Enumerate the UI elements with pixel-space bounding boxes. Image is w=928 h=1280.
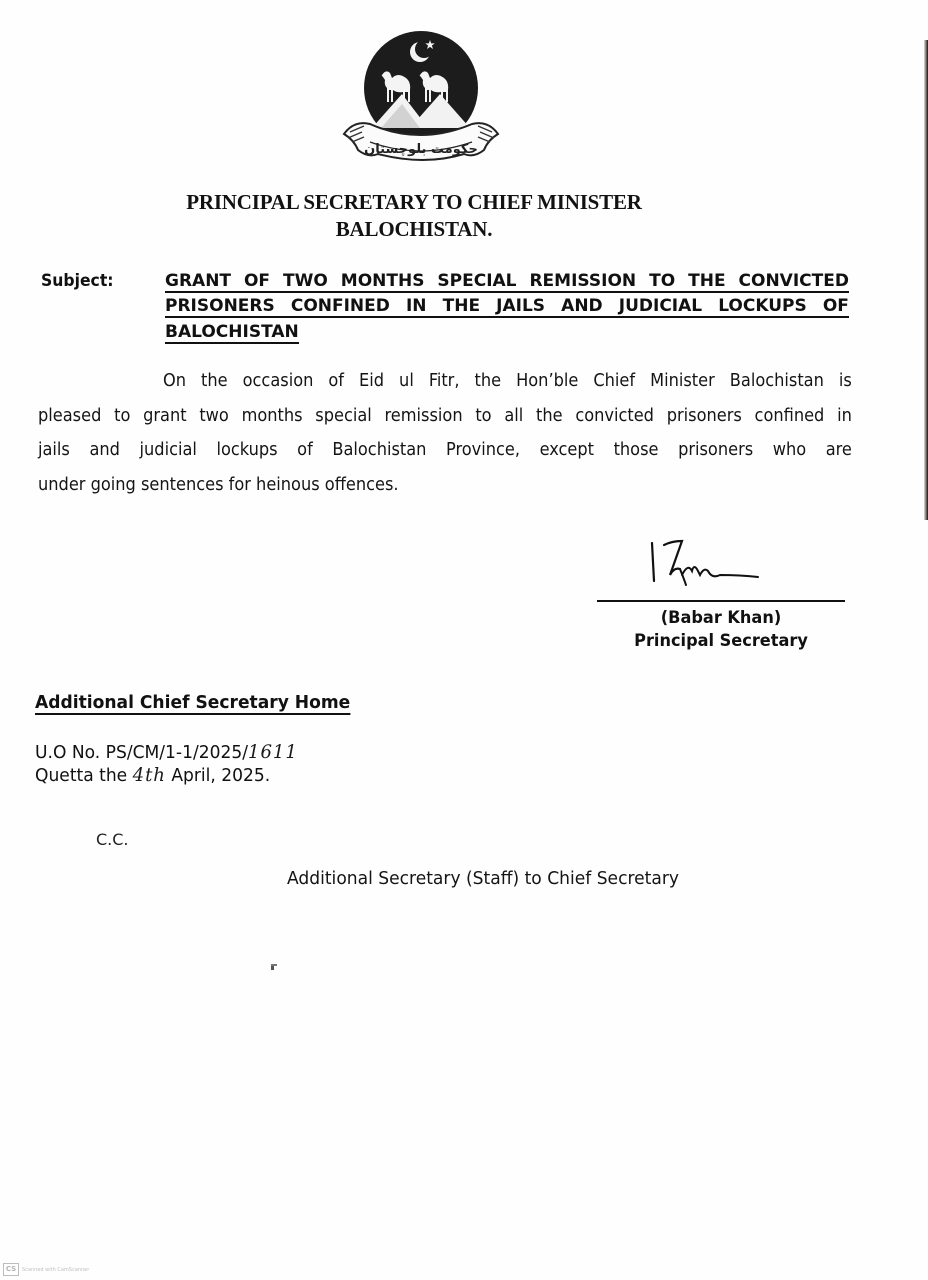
body-word: the [474, 370, 502, 391]
body-word: prisoners [666, 404, 742, 426]
body-word: occasion [242, 370, 314, 391]
body-word: in [837, 404, 852, 426]
subject-text [165, 271, 849, 344]
body-word: the [536, 404, 563, 426]
subject-word: OF [243, 271, 271, 291]
uo-number [35, 741, 298, 763]
subject-word: MONTHS [340, 271, 425, 291]
body-word: of [297, 439, 313, 460]
office-heading: PRINCIPAL SECRETARY TO CHIEF MINISTER [186, 190, 642, 214]
office-heading-province: BALOCHISTAN. [335, 217, 493, 241]
emblem-caption: حکومت بلوچستان [364, 142, 478, 157]
signer-name: (Babar Khan) [660, 608, 782, 628]
body-word: two [199, 404, 229, 426]
body-word: Balochistan [729, 370, 824, 391]
body-word: is [838, 370, 852, 391]
body-word: judicial [139, 439, 197, 460]
signer-title: Principal Secretary [634, 631, 808, 651]
subject-line-3: BALOCHISTAN [165, 322, 299, 342]
body-word: convicted [575, 404, 654, 426]
body-word: months [241, 404, 303, 426]
subject-word: CONVICTED [738, 271, 849, 291]
subject-word: JAILS [496, 296, 546, 316]
subject-word: REMISSION [529, 271, 637, 291]
subject-word: AND [561, 296, 603, 316]
subject-line-1 [165, 271, 849, 293]
subject-word: LOCKUPS [718, 296, 807, 316]
date-prefix: Quetta the [35, 765, 128, 786]
camscanner-logo-icon: CS [3, 1263, 19, 1276]
body-word: confined [754, 404, 825, 426]
body-line-2 [38, 399, 852, 434]
body-word: grant [143, 404, 187, 426]
body-word: special [315, 404, 372, 426]
body-word: all [504, 404, 524, 426]
body-word: jails [38, 439, 70, 460]
body-word: On [163, 370, 187, 391]
page-edge-shadow [924, 40, 928, 520]
scanner-watermark [3, 1263, 89, 1276]
body-word: to [114, 404, 131, 426]
subject-word: SPECIAL [437, 271, 517, 291]
body-word: ul [399, 370, 414, 391]
body-word: Eid [359, 370, 385, 391]
date-suffix: April, 2025. [171, 765, 271, 786]
body-line-1 [38, 364, 852, 399]
body-word: Hon’ble [516, 370, 579, 391]
body-word: pleased [38, 404, 102, 426]
uo-number-prefix: U.O No. PS/CM/1-1/2025/ [35, 742, 249, 763]
subject-word: PRISONERS [165, 296, 275, 316]
body-word: who [772, 439, 807, 460]
subject-word: IN [405, 296, 427, 316]
subject-word: CONFINED [290, 296, 390, 316]
stray-ink-mark [271, 964, 274, 970]
subject-word: JUDICIAL [618, 296, 703, 316]
body-word: of [328, 370, 344, 391]
body-paragraph [38, 364, 852, 502]
body-line-4: under going sentences for heinous offences. [38, 473, 399, 495]
subject-label: Subject: [41, 271, 114, 291]
date-day-handwritten: 4th [132, 764, 166, 786]
body-word: Province, [446, 439, 520, 460]
subject-word: OF [822, 296, 849, 316]
cc-label: C.C. [96, 830, 129, 849]
body-word: remission [384, 404, 463, 426]
uo-number-handwritten: 1611 [248, 741, 298, 763]
subject-word: THE [688, 271, 726, 291]
subject-word: TO [649, 271, 676, 291]
body-word: prisoners [678, 439, 754, 460]
handwritten-signature-icon [640, 535, 800, 595]
body-word: the [201, 370, 228, 391]
body-word: Minister [650, 370, 715, 391]
body-word: Chief [593, 370, 636, 391]
body-word: and [89, 439, 120, 460]
subject-word: GRANT [165, 271, 232, 291]
body-word: to [475, 404, 492, 426]
body-word: except [539, 439, 594, 460]
subject-word: TWO [283, 271, 328, 291]
addressee: Additional Chief Secretary Home [35, 692, 351, 713]
body-word: lockups [216, 439, 278, 460]
body-word: are [825, 439, 852, 460]
cc-recipient: Additional Secretary (Staff) to Chief Secretary [287, 868, 679, 889]
scanner-text: Scanned with CamScanner [22, 1266, 90, 1273]
body-word: Balochistan [332, 439, 427, 460]
issue-date [35, 764, 270, 786]
signature-rule [597, 600, 845, 602]
body-line-3 [38, 433, 852, 468]
balochistan-government-emblem-icon [336, 28, 506, 178]
subject-word: THE [442, 296, 481, 316]
body-word: Fitr, [428, 370, 460, 391]
subject-line-2 [165, 296, 849, 318]
body-word: those [613, 439, 659, 460]
